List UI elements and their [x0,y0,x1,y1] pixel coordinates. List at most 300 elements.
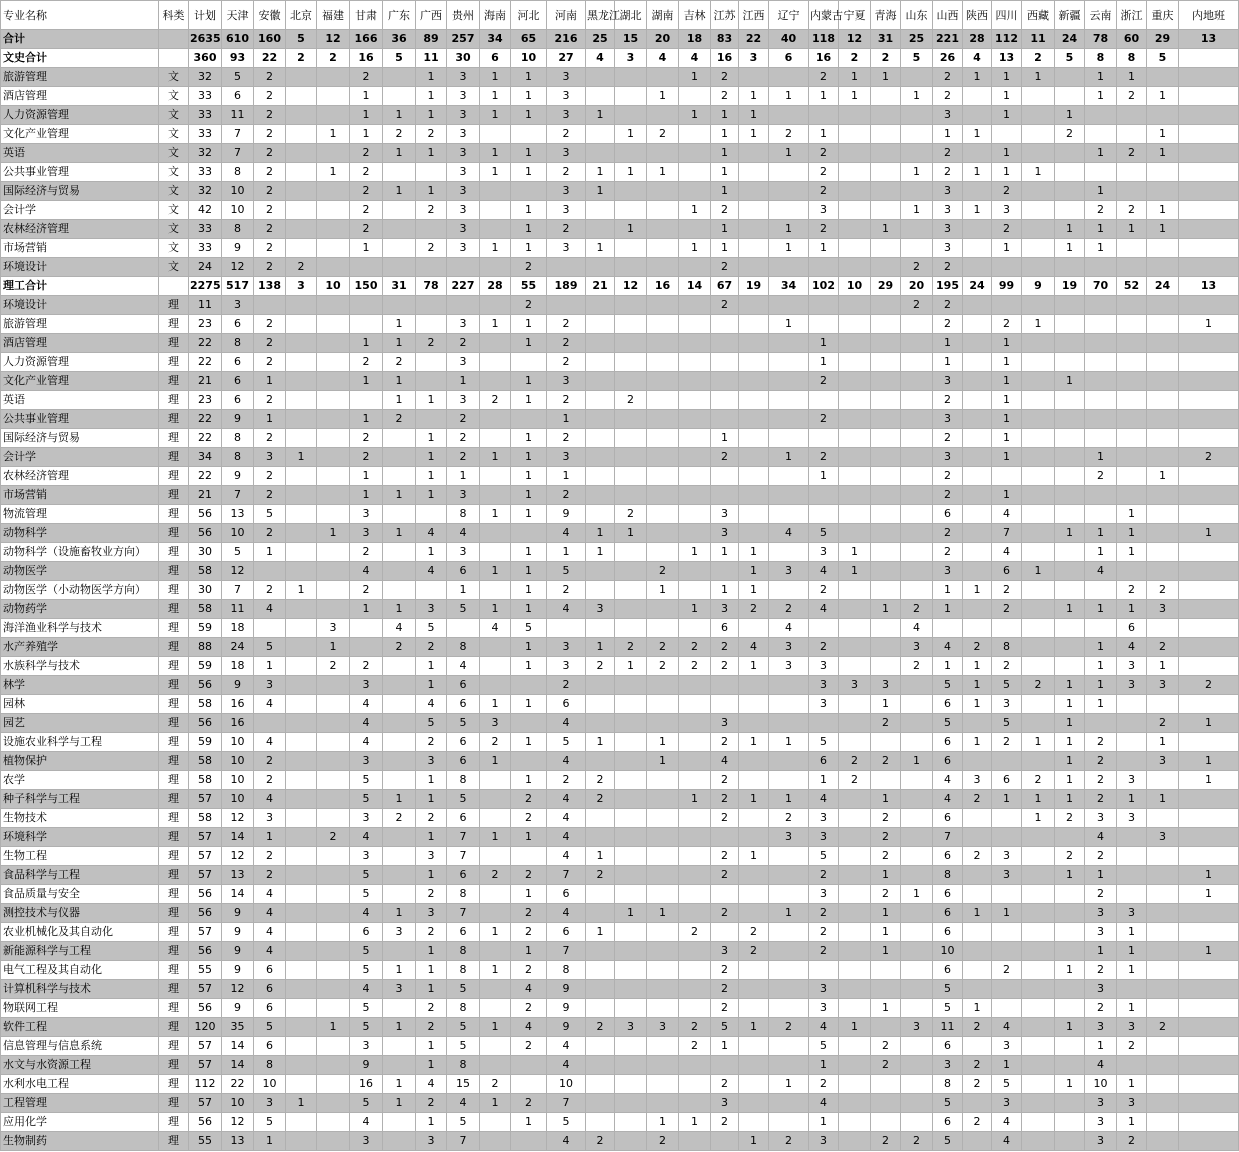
value-cell [839,866,871,885]
value-cell: 3 [547,144,586,163]
column-header: 吉林 [679,1,711,30]
value-cell [839,467,871,486]
value-cell [711,676,739,695]
value-cell: 6 [933,961,963,980]
value-cell [586,619,615,638]
value-cell: 2 [350,68,383,87]
value-cell [1179,790,1239,809]
value-cell [1022,372,1055,391]
value-cell [511,847,547,866]
value-cell [586,201,615,220]
category-cell: 理 [159,847,189,866]
category-cell: 理 [159,999,189,1018]
value-cell: 1 [1055,1018,1085,1037]
value-cell: 2 [711,638,739,657]
value-cell [739,1075,769,1094]
value-cell: 5 [511,619,547,638]
value-cell [711,1056,739,1075]
value-cell: 3 [809,999,839,1018]
value-cell: 2 [711,296,739,315]
value-cell: 3 [933,106,963,125]
value-cell [511,676,547,695]
value-cell: 1 [511,68,547,87]
value-cell: 4 [992,505,1022,524]
value-cell [679,1075,711,1094]
major-name-cell: 国际经济与贸易 [1,182,159,201]
value-cell: 1 [933,657,963,676]
value-cell: 3 [615,1018,647,1037]
value-cell [1179,657,1239,676]
value-cell [647,410,679,429]
value-cell [871,201,901,220]
value-cell: 2 [809,904,839,923]
value-cell [992,125,1022,144]
value-cell [1055,1094,1085,1113]
value-cell [586,296,615,315]
value-cell: 2 [1117,87,1147,106]
value-cell: 5 [416,619,447,638]
value-cell: 2 [711,87,739,106]
value-cell [1055,657,1085,676]
major-name-cell: 公共事业管理 [1,410,159,429]
value-cell [383,1037,416,1056]
value-cell [1055,163,1085,182]
value-cell: 2 [383,353,416,372]
value-cell [615,144,647,163]
value-cell [480,372,511,391]
table-row [1,771,1239,790]
major-name-cell: 种子科学与工程 [1,790,159,809]
table-row [1,1037,1239,1056]
value-cell: 112 [189,1075,222,1094]
value-cell: 42 [189,201,222,220]
value-cell [1147,1113,1179,1132]
value-cell [615,695,647,714]
value-cell: 2 [1022,49,1055,68]
value-cell: 1 [711,429,739,448]
category-cell: 理 [159,1132,189,1151]
table-row [1,486,1239,505]
value-cell [317,106,350,125]
value-cell: 6 [222,372,254,391]
value-cell [871,581,901,600]
value-cell [679,676,711,695]
value-cell [615,866,647,885]
value-cell [1022,961,1055,980]
major-name-cell: 动物药学 [1,600,159,619]
value-cell: 8 [1085,49,1117,68]
value-cell: 2 [586,1018,615,1037]
value-cell [317,733,350,752]
value-cell: 3 [1147,600,1179,619]
category-cell: 理 [159,391,189,410]
value-cell [769,68,809,87]
value-cell [511,714,547,733]
value-cell [480,201,511,220]
value-cell [1085,714,1117,733]
value-cell [769,505,809,524]
value-cell: 3 [350,505,383,524]
value-cell: 2 [933,144,963,163]
value-cell: 1 [647,1113,679,1132]
value-cell [647,182,679,201]
value-cell: 1 [1179,752,1239,771]
value-cell: 7 [447,847,480,866]
major-name-cell: 林学 [1,676,159,695]
value-cell: 6 [254,961,286,980]
value-cell: 19 [739,277,769,296]
value-cell [647,828,679,847]
table-row [1,505,1239,524]
value-cell [992,923,1022,942]
value-cell: 1 [1147,220,1179,239]
value-cell [480,220,511,239]
value-cell: 1 [1055,600,1085,619]
value-cell [254,562,286,581]
value-cell: 1 [480,961,511,980]
value-cell [286,524,317,543]
value-cell: 3 [547,106,586,125]
value-cell [647,296,679,315]
major-name-cell: 食品质量与安全 [1,885,159,904]
value-cell [679,391,711,410]
major-name-cell: 食品科学与工程 [1,866,159,885]
value-cell: 8 [447,961,480,980]
value-cell: 2 [711,201,739,220]
value-cell: 2 [711,258,739,277]
value-cell: 1 [511,562,547,581]
value-cell: 18 [679,30,711,49]
value-cell [739,296,769,315]
value-cell [901,676,933,695]
value-cell: 5 [547,733,586,752]
major-name-cell: 文化产业管理 [1,125,159,144]
value-cell: 1 [992,239,1022,258]
value-cell [871,106,901,125]
value-cell: 1 [1022,562,1055,581]
value-cell [871,638,901,657]
table-row [1,106,1239,125]
value-cell [901,562,933,581]
value-cell [711,391,739,410]
value-cell: 1 [416,106,447,125]
value-cell: 1 [511,87,547,106]
value-cell: 6 [222,391,254,410]
major-name-cell: 信息管理与信息系统 [1,1037,159,1056]
value-cell [286,87,317,106]
value-cell [615,809,647,828]
value-cell [480,182,511,201]
value-cell: 1 [416,543,447,562]
table-row [1,68,1239,87]
value-cell [317,885,350,904]
value-cell: 13 [1179,277,1239,296]
value-cell: 34 [189,448,222,467]
value-cell [1117,486,1147,505]
value-cell: 6 [447,923,480,942]
value-cell [963,1037,992,1056]
value-cell [1147,239,1179,258]
value-cell [480,486,511,505]
value-cell [1055,999,1085,1018]
value-cell [839,1075,871,1094]
value-cell: 7 [992,524,1022,543]
value-cell: 4 [254,790,286,809]
value-cell: 1 [586,106,615,125]
value-cell [739,1037,769,1056]
value-cell [317,904,350,923]
value-cell [286,562,317,581]
value-cell [586,505,615,524]
value-cell [679,87,711,106]
value-cell [1147,923,1179,942]
value-cell: 1 [871,999,901,1018]
value-cell [1085,106,1117,125]
value-cell: 3 [615,49,647,68]
value-cell [739,467,769,486]
table-row [1,714,1239,733]
value-cell: 3 [547,657,586,676]
value-cell: 2 [511,809,547,828]
value-cell: 6 [547,695,586,714]
value-cell [1147,68,1179,87]
value-cell: 1 [547,467,586,486]
value-cell: 1 [1055,676,1085,695]
value-cell: 2 [586,657,615,676]
value-cell: 3 [447,201,480,220]
value-cell [1055,923,1085,942]
value-cell [711,467,739,486]
value-cell: 1 [416,486,447,505]
value-cell [1147,847,1179,866]
value-cell [839,733,871,752]
value-cell [286,923,317,942]
value-cell: 5 [447,1113,480,1132]
value-cell: 2 [254,334,286,353]
value-cell: 22 [222,1075,254,1094]
value-cell: 195 [933,277,963,296]
value-cell: 4 [254,923,286,942]
value-cell [809,391,839,410]
value-cell: 4 [547,1037,586,1056]
value-cell: 2 [711,448,739,467]
value-cell [769,999,809,1018]
value-cell: 1 [416,1113,447,1132]
value-cell [1179,1018,1239,1037]
value-cell [1147,1056,1179,1075]
column-header: 甘肃 [350,1,383,30]
value-cell [317,258,350,277]
value-cell [739,429,769,448]
column-header: 江苏 [711,1,739,30]
value-cell: 1 [963,581,992,600]
value-cell: 1 [350,106,383,125]
value-cell [615,847,647,866]
value-cell [839,505,871,524]
value-cell [647,315,679,334]
value-cell: 5 [350,885,383,904]
value-cell [992,258,1022,277]
value-cell: 5 [222,68,254,87]
value-cell [739,315,769,334]
value-cell: 2 [511,1037,547,1056]
value-cell [286,638,317,657]
value-cell [1179,182,1239,201]
value-cell [383,1132,416,1151]
value-cell [963,885,992,904]
major-name-cell: 物联网工程 [1,999,159,1018]
value-cell: 1 [992,391,1022,410]
value-cell [1147,448,1179,467]
value-cell [1117,980,1147,999]
value-cell [511,1132,547,1151]
value-cell: 3 [933,410,963,429]
value-cell: 5 [350,1018,383,1037]
value-cell [679,771,711,790]
value-cell [963,144,992,163]
value-cell: 30 [189,581,222,600]
value-cell [901,961,933,980]
value-cell: 5 [992,676,1022,695]
value-cell [286,695,317,714]
value-cell: 33 [189,220,222,239]
value-cell: 3 [254,676,286,695]
value-cell [586,144,615,163]
value-cell [901,1056,933,1075]
value-cell: 1 [679,239,711,258]
value-cell [383,163,416,182]
value-cell: 3 [1117,1018,1147,1037]
value-cell: 1 [317,163,350,182]
value-cell: 1 [647,733,679,752]
value-cell [769,391,809,410]
value-cell: 1 [586,923,615,942]
column-header: 贵州 [447,1,480,30]
table-row [1,657,1239,676]
value-cell: 1 [839,1018,871,1037]
value-cell: 9 [222,942,254,961]
value-cell: 1 [511,163,547,182]
value-cell: 1 [416,942,447,961]
value-cell: 36 [383,30,416,49]
value-cell [286,809,317,828]
value-cell: 1 [416,828,447,847]
value-cell [839,923,871,942]
major-name-cell: 文史合计 [1,49,159,68]
value-cell: 1 [839,87,871,106]
value-cell: 2 [1085,467,1117,486]
value-cell: 3 [547,448,586,467]
value-cell: 1 [992,353,1022,372]
value-cell: 1 [1085,87,1117,106]
column-header: 江西 [739,1,769,30]
category-cell: 理 [159,429,189,448]
value-cell: 3 [739,49,769,68]
value-cell: 3 [711,714,739,733]
value-cell: 13 [992,49,1022,68]
value-cell: 22 [189,334,222,353]
value-cell: 22 [254,49,286,68]
value-cell [615,334,647,353]
value-cell: 1 [511,315,547,334]
value-cell [809,296,839,315]
value-cell [1117,847,1147,866]
value-cell: 8 [222,448,254,467]
value-cell [1022,125,1055,144]
category-cell: 理 [159,1056,189,1075]
value-cell [1055,391,1085,410]
value-cell [1179,144,1239,163]
value-cell: 3 [350,676,383,695]
value-cell [1022,296,1055,315]
value-cell [286,296,317,315]
value-cell: 10 [222,201,254,220]
value-cell: 1 [901,201,933,220]
category-cell: 理 [159,334,189,353]
value-cell [739,201,769,220]
value-cell [480,524,511,543]
value-cell [901,904,933,923]
value-cell [383,942,416,961]
value-cell [383,1056,416,1075]
value-cell [647,771,679,790]
value-cell [769,1094,809,1113]
value-cell [871,239,901,258]
value-cell [647,1075,679,1094]
value-cell: 1 [1055,961,1085,980]
value-cell [416,315,447,334]
value-cell [871,1018,901,1037]
value-cell [1147,524,1179,543]
value-cell: 78 [1085,30,1117,49]
major-name-cell: 酒店管理 [1,87,159,106]
value-cell [901,1075,933,1094]
value-cell [383,733,416,752]
value-cell: 2 [992,182,1022,201]
value-cell [901,391,933,410]
value-cell: 2 [254,220,286,239]
value-cell [871,144,901,163]
value-cell: 1 [1085,866,1117,885]
value-cell: 1 [963,904,992,923]
value-cell [769,961,809,980]
value-cell [739,524,769,543]
category-cell [159,30,189,49]
value-cell: 1 [480,163,511,182]
value-cell: 6 [933,752,963,771]
value-cell: 7 [547,1094,586,1113]
value-cell: 1 [1055,239,1085,258]
value-cell [739,885,769,904]
value-cell [1147,410,1179,429]
value-cell: 4 [809,600,839,619]
value-cell: 1 [1147,657,1179,676]
value-cell: 2 [286,49,317,68]
value-cell [769,771,809,790]
value-cell: 3 [350,1132,383,1151]
value-cell [586,315,615,334]
major-name-cell: 农林经济管理 [1,220,159,239]
value-cell [586,334,615,353]
value-cell [286,752,317,771]
column-header: 重庆 [1147,1,1179,30]
value-cell [679,961,711,980]
value-cell: 1 [1117,505,1147,524]
value-cell [317,1075,350,1094]
value-cell [511,1056,547,1075]
value-cell: 2 [963,790,992,809]
value-cell: 24 [963,277,992,296]
